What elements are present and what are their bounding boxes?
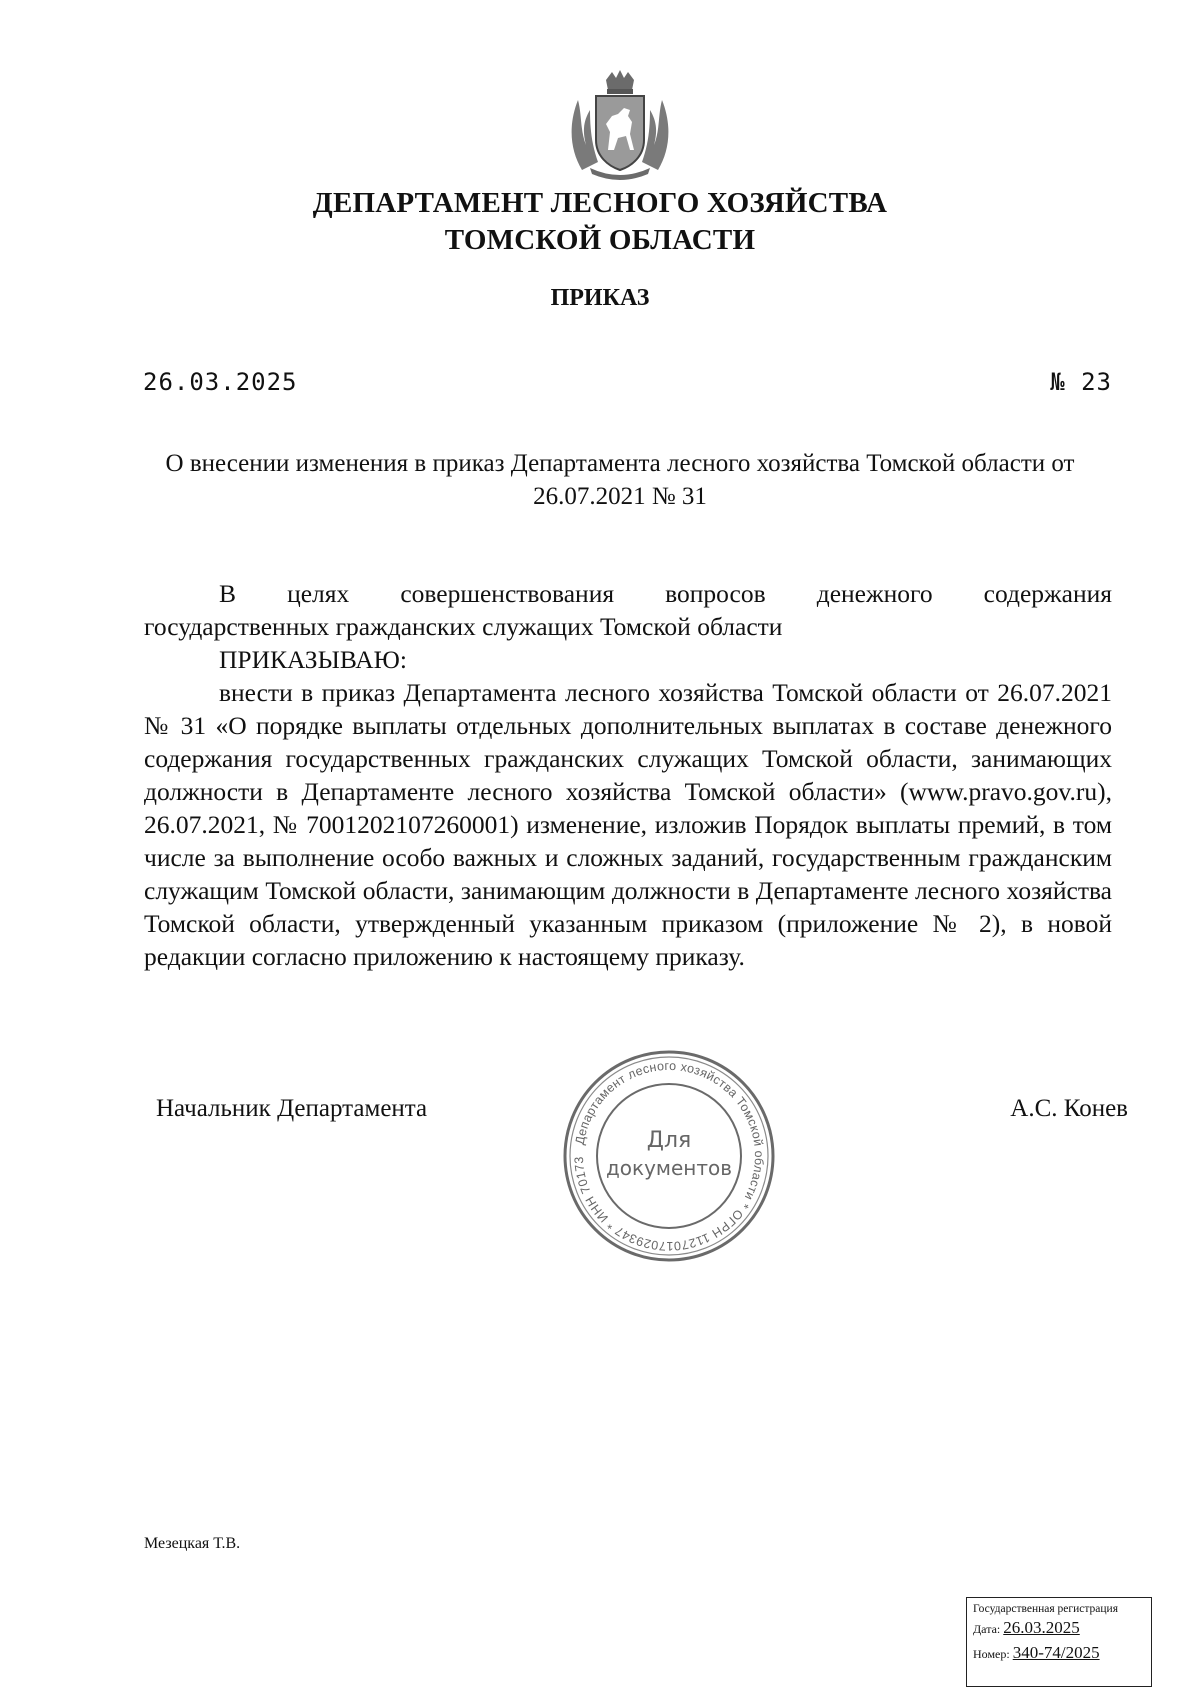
registration-number-row [973, 1641, 1145, 1666]
registration-date-row [973, 1616, 1145, 1641]
registration-date-label: Дата: [973, 1622, 1001, 1636]
stamp-center-line1: Для [646, 1128, 692, 1153]
stamp-ring-text: Департамент лесного хозяйства Томской области * ОГРН 1127017029347 * ИНН 70173 [571, 1058, 767, 1254]
official-stamp [558, 1045, 780, 1267]
registration-box [966, 1597, 1152, 1687]
document-type: ПРИКАЗ [550, 285, 650, 311]
registration-number-label: Номер: [973, 1647, 1010, 1661]
registration-date-value: 26.03.2025 [1003, 1618, 1080, 1637]
order-keyword: ПРИКАЗЫВАЮ: [219, 645, 407, 674]
preamble-line1: В целях совершенствования вопросов денежного содержания [219, 579, 1112, 608]
department-name-line2: ТОМСКОЙ ОБЛАСТИ [444, 224, 756, 256]
document-number: № 23 [1050, 368, 1112, 396]
order-body-paragraph: внести в приказ Департамента лесного хозяйства Томской области от 26.07.2021 № 31 «О порядке выплаты отдельных дополнительных выплатах в составе денежного содержания государственных гражданских служащих Томской области, занимающих должности в Департаменте лесного хозяйства Томской области» (www.pravo.gov.ru), 26.07.2021, № 7001202107260001) изменение, изложив Порядок выплаты премий, в том числе за выполнение особо важных и сложных заданий, государственным гражданским служащим Томской области, занимающим должности в Департаменте лесного хозяйства Томской области, утвержденный указанным приказом (приложение № 2), в новой редакции согласно приложению к настоящему приказу. [144, 678, 1112, 971]
preamble-line2: государственных гражданских служащих Томской области [144, 612, 783, 641]
registration-number-value: 340-74/2025 [1012, 1643, 1100, 1662]
document-subject: О внесении изменения в приказ Департамента лесного хозяйства Томской области от 26.07.2021 № 31 [165, 450, 1075, 510]
preamble-paragraph [144, 577, 1112, 643]
signatory-position: Начальник Департамента [156, 1095, 428, 1122]
executor-name: Мезецкая Т.В. [144, 1535, 241, 1552]
department-name-line1: ДЕПАРТАМЕНТ ЛЕСНОГО ХОЗЯЙСТВА [312, 187, 888, 219]
tomsk-coat-of-arms-icon [560, 70, 680, 180]
registration-title: Государственная регистрация [973, 1603, 1118, 1615]
stamp-center-line2: документов [605, 1156, 733, 1180]
signatory-name: А.С. Конев [1010, 1095, 1128, 1122]
document-date: 26.03.2025 [143, 368, 298, 396]
